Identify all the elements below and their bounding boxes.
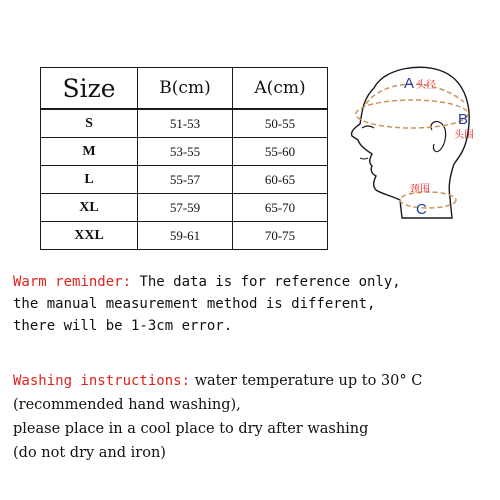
size-cell: S	[41, 109, 138, 138]
label-b-cn: 头围	[454, 130, 474, 141]
washing-line-1	[13, 369, 422, 393]
table-header-row	[41, 68, 328, 110]
reminder-text-1: The data is for reference only,	[131, 274, 401, 290]
b-cell: 55-57	[138, 166, 233, 194]
head-measurement-diagram	[332, 58, 492, 226]
size-cell: L	[41, 166, 138, 194]
washing-line-3: please place in a cool place to dry after washing	[13, 421, 369, 437]
size-chart-table	[40, 67, 328, 250]
reminder-line-2: the manual measurement method is different,	[13, 296, 376, 312]
washing-line-4: (do not dry and iron)	[13, 445, 166, 461]
b-cell: 53-55	[138, 138, 233, 166]
b-cell: 57-59	[138, 194, 233, 222]
size-cell: XL	[41, 194, 138, 222]
b-cell: 59-61	[138, 222, 233, 250]
size-cell: XXL	[41, 222, 138, 250]
reminder-label: Warm reminder:	[13, 274, 132, 290]
header-b-cm: B(cm)	[138, 68, 233, 110]
label-c: C	[416, 201, 427, 218]
table-row	[41, 166, 328, 194]
table-row	[41, 194, 328, 222]
label-c-cn: 颈围	[410, 184, 430, 195]
label-b: B	[458, 111, 469, 128]
washing-text-1: water temperature up to 30° C	[190, 373, 423, 389]
a-cell: 60-65	[233, 166, 328, 194]
a-cell: 55-60	[233, 138, 328, 166]
reminder-line-3: there will be 1-3cm error.	[13, 318, 233, 334]
size-cell: M	[41, 138, 138, 166]
label-a: A	[404, 75, 415, 92]
label-a-cn: 头径	[416, 80, 436, 91]
washing-line-2: (recommended hand washing),	[13, 397, 241, 413]
table-row	[41, 109, 328, 138]
reminder-line-1	[13, 271, 401, 293]
a-cell: 65-70	[233, 194, 328, 222]
a-cell: 50-55	[233, 109, 328, 138]
washing-instructions-block	[13, 369, 422, 465]
a-cell: 70-75	[233, 222, 328, 250]
table-row	[41, 138, 328, 166]
b-cell: 51-53	[138, 109, 233, 138]
header-size: Size	[41, 68, 138, 110]
warm-reminder-block	[13, 271, 401, 337]
header-a-cm: A(cm)	[233, 68, 328, 110]
washing-label: Washing instructions:	[13, 373, 191, 389]
mouth-mark	[360, 158, 368, 159]
table-row	[41, 222, 328, 250]
